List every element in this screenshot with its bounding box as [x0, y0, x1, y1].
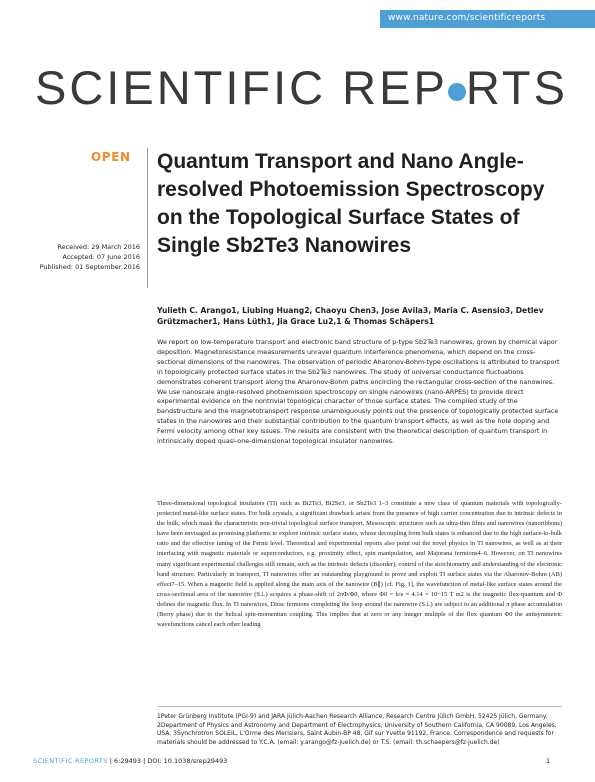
title-divider [147, 148, 148, 288]
journal-url[interactable]: www.nature.com/scientificreports [388, 13, 546, 23]
affiliations: 1Peter Grünberg Institute (PGI-9) and JARA Jülich-Aachen Research Alliance, Research Centre Jülich GmbH, 52425 Jülich, Germany. 2Department of Physics and Astronomy and Department of Electrophysics, University of Southern California, CA 90089, Los Angeles, USA. 3Synchrotron SOLEIL, L'Orme des Merisiers, Saint Aubin-BP 48, Gif sur Yvette 91192, France. Correspondence and requests for materials should be addressed to Y.C.A. (email: y.arango@fz-juelich.de) or T.S. (email: th.schaepers@fz-juelich.de) [157, 713, 557, 746]
abstract: We report on low-temperature transport and electronic band structure of p-type Sb2Te3 nanowires, grown by chemical vapor deposition. Magnetoresistance measurements unravel quantum interference phenomena, which depend on the cross-sectional dimensions of the nanowires. The observation of periodic Aharonov-Bohm-type oscillations is attributed to transport in topologically protected surface states in the Sb2Te3 nanowires. The study of universal conductance fluctuations demonstrates coherent transport along the Aharonov-Bohm paths encircling the rectangular cross-section of the nanowires. We use nanoscale angle-resolved photoemission spectroscopy on single nanowires (nano-ARPES) to provide direct experimental evidence on the nontrivial topological character of those surface states. The compiled study of the bandstructure and the magnetotransport response unambiguously points out the presence of topologically protected surface states in the nanowires and their substantial contribution to the quantum transport effects, as well as the hole doping and Fermi velocity among other key issues. The results are consistent with the theoretical description of quantum transport in intrinsically doped quasi-one-dimensional topological insulator nanowires. [157, 338, 560, 446]
footer-citation: | 6:29493 | DOI: 10.1038/srep29493 [107, 757, 228, 765]
body-text: Three-dimensional topological insulators (TI) such as Bi2Te3, Bi2Se3, or Sb2Te3 1–3 constitute a new class of quantum materials with topologically-protected metal-like surface states. For bulk crystals, a significant drawback arises from the presence of high carrier concentration due to intrinsic defects in the bulk, which mask the characteristic non-trivial topological surface transport. Mesoscopic structures such as ultra-thin films and nanowires (nanoribbons) have been envisaged as promising platforms to explore intrinsic surface states, whose decoupling from bulk states is enhanced due to the high surface-to-bulk ratio and the effective tuning of the Fermi level. Theoretical and experimental reports also point out the novel physics in TI nanowires, as well as at their interfacing with magnetic materials or superconductors, e.g. proximity effect, spin manipulation, and Majorana fermions4–6. However, on TI nanowires many significant experimental challenges still remain, such as the intrinsic defects (disorder), control of the stoichiometry and understanding of the electronic band structure. Particularly in transport, TI nanowires offer an outstanding playground to prove and exploit TI surface states via the Aharonov-Bohm (AB) effect7–15. When a magnetic field is applied along the main axis of the nanowire (B∥) [cf. Fig. 1], the wavefunction of metal-like surface states around the cross-sectional area of the nanowire (S⊥) acquires a phase-shift of 2πΦ/Φ0, where Φ0 = h/e ≈ 4.14 × 10−15 T m2 is the magnetic flux-quantum and Φ defines the magnetic flux. In TI nanowires, Dirac fermions completing the loop around the nanowire (S⊥) are subject to an additional π phase accumulation (Berry phase) due to the helical spin-momentum coupling. This implies that at zero or any integer multiple of the flux quantum Φ0 the antisymmetric wavefunctions cancel each other leading [157, 500, 562, 629]
affiliation-divider [157, 706, 562, 707]
top-bar [0, 0, 595, 34]
open-access-label: OPEN [91, 150, 131, 164]
masthead-dot-icon [448, 83, 466, 101]
article-title: Quantum Transport and Nano Angle-resolved Photoemission Spectroscopy on the Topological Surface States of Single Sb2Te3 Nanowires [157, 150, 545, 257]
received-date: Received: 29 March 2016 [57, 243, 140, 251]
published-date: Published: 01 September 2016 [39, 263, 140, 271]
journal-masthead [35, 61, 568, 114]
page-footer [33, 757, 227, 765]
masthead-text-right: RTS [465, 61, 568, 114]
masthead-text-left: SCIENTIFIC REP [35, 61, 448, 114]
author-list: Yulieth C. Arango1, Liubing Huang2, Chaoyu Chen3, Jose Avila3, Maria C. Asensio3, Detlev Grützmacher1, Hans Lüth1, Jia Grace Lu2,1 & Thomas Schäpers1 [157, 306, 544, 326]
footer-journal: SCIENTIFIC REPORTS [33, 757, 108, 765]
page-number: 1 [546, 757, 551, 765]
accepted-date: Accepted: 07 June 2016 [62, 253, 140, 261]
article-dates [30, 242, 140, 272]
